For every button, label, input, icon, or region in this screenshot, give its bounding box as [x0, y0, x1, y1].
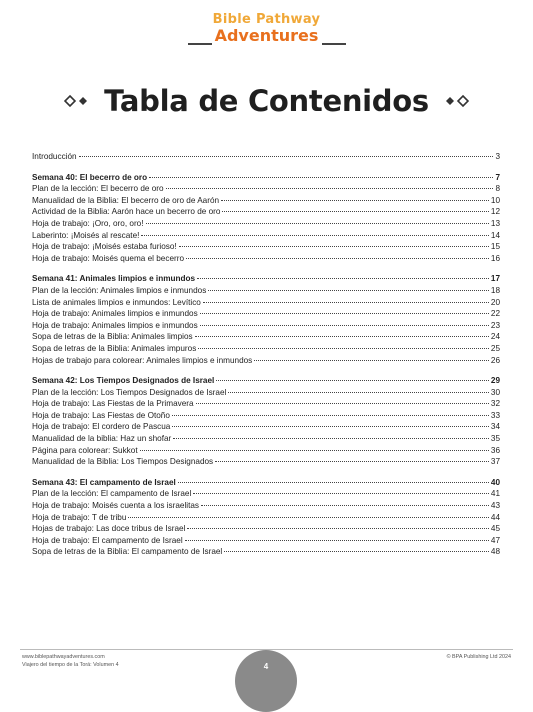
toc-entry[interactable] — [32, 500, 500, 512]
page-number: 4 — [263, 662, 269, 671]
dot-leader — [149, 177, 493, 178]
toc-entry-label: Manualidad de la Biblia: El becerro de oro de Aarón — [32, 195, 220, 205]
dot-leader — [197, 278, 489, 279]
toc-entry-label: Manualidad de la biblia: Haz un shofar — [32, 434, 172, 444]
toc-entry[interactable] — [32, 195, 500, 207]
toc-entry-label: Introducción — [32, 152, 77, 161]
toc-entry[interactable] — [32, 241, 500, 253]
toc-entry-label: Hoja de trabajo: Moisés cuenta a los israelitas — [32, 501, 200, 511]
toc-entry-label: Hoja de trabajo: Moisés quema el becerro — [32, 253, 185, 263]
footer-book-title: Viajero del tiempo de la Torá: Volumen 4 — [22, 661, 119, 668]
toc-entry-page: 45 — [490, 524, 500, 534]
dot-leader — [193, 493, 489, 494]
dot-leader — [185, 540, 489, 541]
dot-leader — [198, 348, 489, 349]
toc-entry-page: 10 — [490, 195, 500, 205]
toc-entry-page: 40 — [490, 477, 500, 487]
toc-entry-page: 33 — [490, 410, 500, 420]
toc-entry-page: 35 — [490, 434, 500, 444]
logo-left-dash — [188, 43, 212, 45]
dot-leader — [187, 528, 489, 529]
toc-entry-page: 12 — [490, 207, 500, 217]
toc-entry[interactable] — [32, 285, 500, 297]
toc-entry[interactable] — [32, 410, 500, 422]
toc-entry-page: 44 — [490, 512, 500, 522]
toc-entry-page: 24 — [490, 332, 500, 342]
toc-entry-page: 16 — [490, 253, 500, 263]
toc-entry-label: Hoja de trabajo: El cordero de Pascua — [32, 422, 171, 432]
toc-section — [32, 273, 500, 366]
dot-leader — [140, 450, 489, 451]
toc-entry-label: Plan de la lección: El becerro de oro — [32, 184, 164, 194]
toc-entry[interactable] — [32, 456, 500, 468]
toc-entry-page: 32 — [490, 399, 500, 409]
toc-entry-page: 30 — [490, 387, 500, 397]
toc-entry-label: Sopa de letras de la Biblia: El campamento de Israel — [32, 547, 223, 557]
dot-leader — [200, 313, 489, 314]
toc-entry-page: 43 — [490, 501, 500, 511]
toc-entry[interactable] — [32, 331, 500, 343]
toc-entry-label: Actividad de la Biblia: Aarón hace un becerro de oro — [32, 207, 221, 217]
toc-entry-label: Hoja de trabajo: ¡Oro, oro, oro! — [32, 218, 144, 228]
toc-entry[interactable] — [32, 512, 500, 524]
toc-entry[interactable] — [32, 218, 500, 230]
toc-entry[interactable] — [32, 230, 500, 242]
logo-right-dash — [322, 43, 346, 45]
dot-leader — [128, 517, 489, 518]
toc-entry-page: 14 — [490, 230, 500, 240]
toc-entry[interactable] — [32, 253, 500, 265]
dot-leader — [254, 360, 489, 361]
toc-entry[interactable] — [32, 343, 500, 355]
toc-section-heading[interactable] — [32, 172, 500, 184]
toc-entry-label: Hoja de trabajo: Animales limpios e inmundos — [32, 309, 198, 319]
toc-entry-page: 41 — [490, 489, 500, 499]
table-of-contents — [32, 151, 500, 567]
toc-entry-page: 8 — [495, 184, 500, 194]
dot-leader — [201, 505, 489, 506]
dot-leader — [224, 551, 489, 552]
toc-entry-page: 20 — [490, 297, 500, 307]
dot-leader — [173, 438, 489, 439]
dot-leader — [222, 211, 488, 212]
toc-entry[interactable] — [32, 488, 500, 500]
dot-leader — [221, 200, 489, 201]
toc-entry-label: Hoja de trabajo: El campamento de Israel — [32, 535, 183, 545]
toc-entry[interactable] — [32, 297, 500, 309]
toc-entry[interactable] — [32, 433, 500, 445]
dot-leader — [166, 188, 494, 189]
toc-entry-label: Lista de animales limpios e inmundos: Levítico — [32, 297, 201, 307]
toc-entry-page: 18 — [490, 285, 500, 295]
dot-leader — [178, 482, 489, 483]
ornament-right-icon — [443, 94, 469, 108]
toc-entry-label: Sopa de letras de la Biblia: Animales limpios — [32, 332, 193, 342]
toc-entry-label: Semana 40: El becerro de oro — [32, 172, 148, 182]
toc-entry[interactable] — [32, 151, 500, 163]
dot-leader — [200, 325, 489, 326]
toc-entry-label: Hoja de trabajo: Las Fiestas de Otoño — [32, 410, 170, 420]
toc-entry-page: 36 — [490, 445, 500, 455]
toc-entry-label: Hoja de trabajo: Las Fiestas de la Primavera — [32, 399, 194, 409]
toc-entry-label: Semana 41: Animales limpios e inmundos — [32, 274, 196, 284]
toc-section-heading[interactable] — [32, 273, 500, 285]
toc-entry-page: 23 — [490, 320, 500, 330]
toc-entry-label: Laberinto: ¡Moisés al rescate! — [32, 230, 140, 240]
toc-entry-label: Semana 42: Los Tiempos Designados de Israel — [32, 376, 215, 386]
toc-entry[interactable] — [32, 308, 500, 320]
toc-entry-page: 15 — [490, 242, 500, 252]
dot-leader — [195, 336, 489, 337]
toc-entry-label: Plan de la lección: Animales limpios e inmundos — [32, 285, 207, 295]
toc-section-heading[interactable] — [32, 477, 500, 489]
toc-entry-page: 29 — [490, 376, 500, 386]
toc-entry-page: 17 — [490, 274, 500, 284]
ornament-left-icon — [64, 94, 90, 108]
toc-entry-page: 37 — [490, 457, 500, 467]
toc-entry-page: 3 — [495, 152, 500, 161]
toc-intro — [32, 151, 500, 163]
dot-leader — [172, 415, 489, 416]
publisher-logo — [0, 12, 533, 44]
dot-leader — [172, 426, 489, 427]
toc-section — [32, 477, 500, 558]
dot-leader — [216, 380, 489, 381]
toc-entry[interactable] — [32, 535, 500, 547]
logo-line-1: Bible Pathway — [212, 12, 321, 27]
logo-line-2: Adventures — [214, 26, 319, 45]
footer-website[interactable]: www.biblepathwayadventures.com — [22, 654, 105, 660]
toc-entry-label: Plan de la lección: El campamento de Israel — [32, 489, 192, 499]
toc-entry[interactable] — [32, 183, 500, 195]
toc-entry-label: Semana 43: El campamento de Israel — [32, 477, 176, 487]
toc-entry-label: Hojas de trabajo: Las doce tribus de Israel — [32, 524, 186, 534]
toc-entry-label: Hoja de trabajo: T de tribu — [32, 512, 127, 522]
toc-entry-page: 7 — [495, 172, 500, 182]
toc-entry-page: 26 — [490, 355, 500, 365]
dot-leader — [79, 156, 494, 157]
dot-leader — [146, 223, 489, 224]
toc-entry[interactable] — [32, 546, 500, 558]
dot-leader — [208, 290, 489, 291]
dot-leader — [228, 392, 489, 393]
toc-entry-page: 34 — [490, 422, 500, 432]
toc-section — [32, 375, 500, 468]
toc-entry-label: Página para colorear: Sukkot — [32, 445, 138, 455]
dot-leader — [196, 403, 489, 404]
toc-entry[interactable] — [32, 387, 500, 399]
toc-entry[interactable] — [32, 355, 500, 367]
toc-entry-label: Hojas de trabajo para colorear: Animales limpios e inmundos — [32, 355, 253, 365]
dot-leader — [203, 302, 489, 303]
toc-entry-label: Manualidad de la Biblia: Los Tiempos Designados — [32, 457, 214, 467]
toc-entry-label: Plan de la lección: Los Tiempos Designados de Israel — [32, 387, 227, 397]
page-number-badge — [235, 650, 297, 712]
toc-entry-page: 22 — [490, 309, 500, 319]
dot-leader — [179, 246, 489, 247]
footer-left — [22, 654, 119, 669]
toc-entry-label: Hoja de trabajo: ¡Moisés estaba furioso! — [32, 242, 177, 252]
page-title-row — [0, 84, 533, 118]
footer-copyright: © BPA Publishing Ltd 2024 — [446, 654, 511, 660]
toc-entry-label: Hoja de trabajo: Animales limpios e inmundos — [32, 320, 198, 330]
toc-entry-page: 25 — [490, 343, 500, 353]
toc-section — [32, 172, 500, 265]
dot-leader — [141, 235, 488, 236]
toc-entry[interactable] — [32, 445, 500, 457]
toc-entry[interactable] — [32, 206, 500, 218]
page-title: Tabla de Contenidos — [104, 84, 429, 118]
toc-entry-label: Sopa de letras de la Biblia: Animales impuros — [32, 343, 197, 353]
toc-entry-page: 48 — [490, 547, 500, 557]
dot-leader — [186, 258, 489, 259]
toc-section-heading[interactable] — [32, 375, 500, 387]
toc-entry[interactable] — [32, 320, 500, 332]
toc-entry-page: 47 — [490, 535, 500, 545]
toc-entry-page: 13 — [490, 218, 500, 228]
toc-entry[interactable] — [32, 523, 500, 535]
dot-leader — [215, 461, 489, 462]
toc-entry[interactable] — [32, 421, 500, 433]
toc-entry[interactable] — [32, 398, 500, 410]
